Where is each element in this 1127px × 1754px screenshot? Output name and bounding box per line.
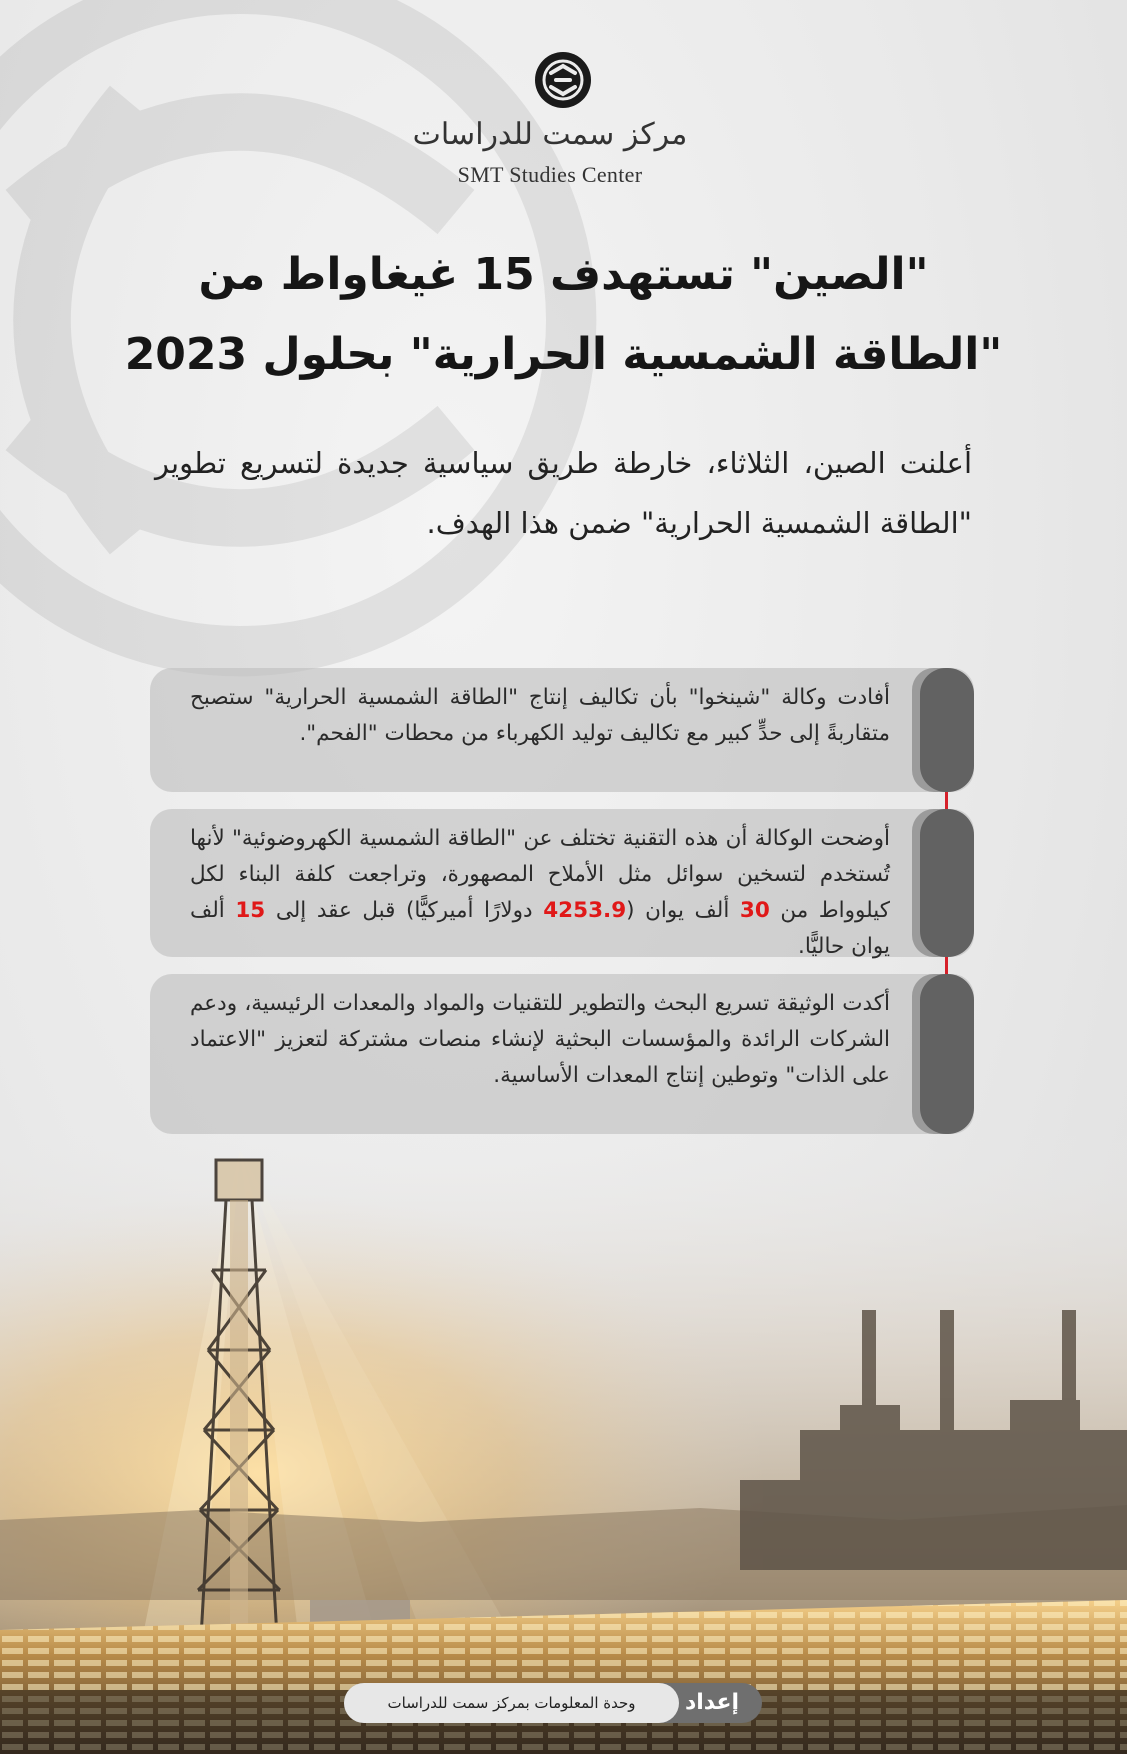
highlight-30: 30 <box>739 898 770 923</box>
card-connector-1 <box>945 792 948 809</box>
card-bar <box>920 668 974 792</box>
card-2-text-part-1: أوضحت الوكالة أن هذه التقنية تختلف عن "الطاقة الشمسية الكهروضوئية" لأنها تُستخدم لتسخين سوائل مثل الأملاح المصهورة، وتراجعت كلفة البناء لكل كيلوواط من <box>190 826 890 923</box>
credit-text: وحدة المعلومات بمركز سمت للدراسات <box>387 1694 636 1712</box>
title-line-1: "الصين" تستهدف 15 غيغاواط من <box>198 249 929 300</box>
card-2-text <box>190 821 890 965</box>
info-card-2 <box>150 809 974 957</box>
card-bar <box>920 974 974 1134</box>
highlight-4253-9: 4253.9 <box>543 898 627 923</box>
brand-name-english: SMT Studies Center <box>457 162 643 187</box>
intro-paragraph: أعلنت الصين، الثلاثاء، خارطة طريق سياسية جديدة لتسريع تطوير "الطاقة الشمسية الحرارية" ضمن هذا الهدف. <box>155 446 972 540</box>
page-title <box>90 235 1037 395</box>
credit-label: إعداد <box>684 1690 740 1715</box>
card-2-text-part-4: ألف يوان حاليًّا. <box>190 898 890 959</box>
card-2-text-part-3: دولارًا أميركيًّا) قبل عقد إلى <box>265 898 544 923</box>
brand-name-arabic: مركز سمت للدراسات <box>412 117 688 152</box>
title-line-2: "الطاقة الشمسية الحرارية" بحلول 2023 <box>124 329 1003 380</box>
info-card-3 <box>150 974 974 1134</box>
solar-plant-illustration <box>0 1130 1127 1754</box>
card-bar <box>920 809 974 957</box>
highlight-15: 15 <box>235 898 266 923</box>
card-3-text: أكدت الوثيقة تسريع البحث والتطوير للتقنيات والمواد والمعدات الرئيسية، ودعم الشركات الرائدة والمؤسسات البحثية لإنشاء منصات مشتركة لتعزيز "الاعتماد على الذات" وتوطين إنتاج المعدات الأساسية. <box>190 991 890 1088</box>
info-card-1 <box>150 668 974 792</box>
card-1-text: أفادت وكالة "شينخوا" بأن تكاليف إنتاج "الطاقة الشمسية الحرارية" ستصبح متقاربةً إلى حدٍّ كبير مع تكاليف توليد الكهرباء من محطات "الفحم". <box>190 685 890 746</box>
card-2-text-part-2: ألف يوان ( <box>626 898 740 923</box>
card-connector-2 <box>945 957 948 974</box>
smt-logo-icon <box>534 51 592 109</box>
